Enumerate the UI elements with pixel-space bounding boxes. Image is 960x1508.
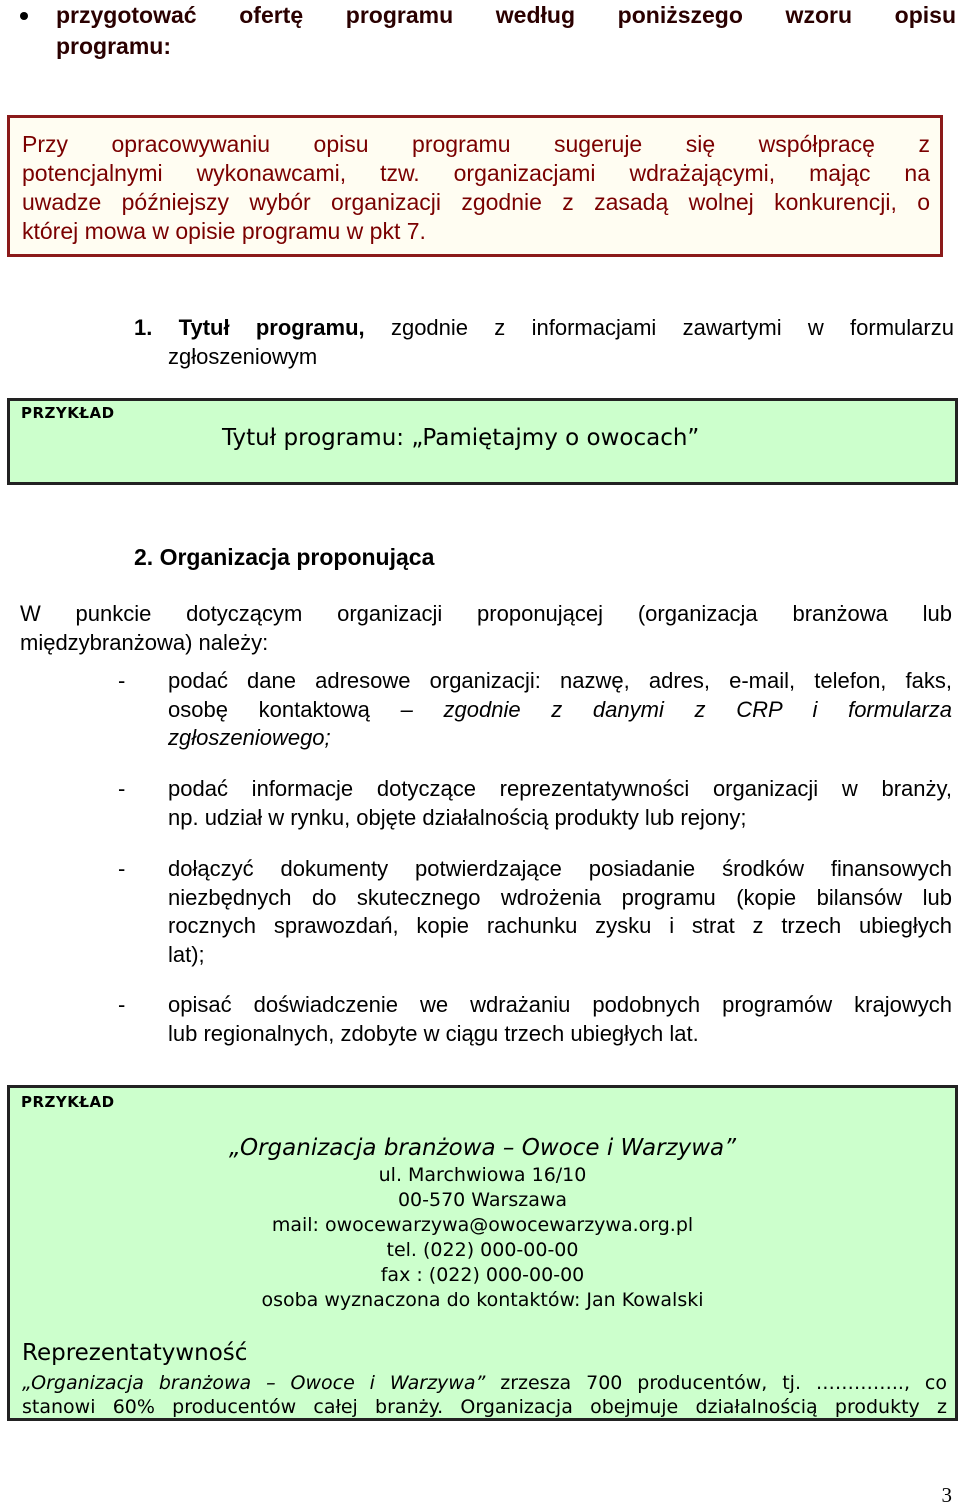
item-3-line-3: rocznych sprawozdań, kopie rachunku zysku i strat z trzech ubiegłych [168,913,952,938]
section-1 [134,313,954,371]
example-box-2 [7,1085,958,1421]
item-4-line-2: lub regionalnych, zdobyte w ciągu trzech ubiegłych lat. [168,1020,699,1046]
org-address: ul. Marchwiowa 16/10 [378,1164,587,1186]
reprez-rest: zrzesza 700 producentów, tj. ………….., co [485,1372,947,1394]
section-2-intro-line-2: międzybranżowa) należy: [20,630,269,655]
intro-line-2: programu: [56,33,171,59]
item-4-line-1: opisać doświadczenie we wdrażaniu podobnych programów krajowych [168,992,952,1017]
dash-marker: - [118,992,126,1017]
org-mail: mail: owocewarzywa@owocewarzywa.org.pl [271,1214,694,1236]
note-line-3: uwadze późniejszy wybór organizacji zgodnie z zasadą wolnej konkurencji, o [22,189,930,215]
org-tel: tel. (022) 000-00-00 [386,1239,579,1261]
section-1-number: 1. [134,315,153,340]
item-1-prefix: osobę kontaktową [168,696,370,722]
example-title: Tytuł programu: „Pamiętajmy o owocach” [222,425,700,451]
org-fax: fax : (022) 000-00-00 [380,1264,585,1286]
section-1-line-1 [134,313,954,342]
item-1-line-2 [168,696,952,725]
note-box [7,115,943,257]
reprez-heading: Reprezentatywność [22,1340,248,1366]
item-3-line-4: lat); [168,941,205,967]
org-name: „Organizacja branżowa – Owoce i Warzywa” [228,1135,737,1161]
section-1-bold: Tytuł programu, [178,315,365,340]
bullet-icon [20,12,28,20]
section-1-rest: zgodnie z informacjami zawartymi w formularzu [390,315,954,340]
note-line-1: Przy opracowywaniu opisu programu sugeruje się współpracę z [22,131,930,157]
section-2-intro [20,599,952,657]
example-label: PRZYKŁAD [21,404,115,422]
intro-line-1: przygotować ofertę programu według poniższego wzoru opisu [56,2,956,28]
item-2-line-1: podać informacje dotyczące reprezentatywności organizacji w branży, [168,776,952,801]
item-3-line-1: dołączyć dokumenty potwierdzające posiadanie środków finansowych [168,856,952,881]
example-label: PRZYKŁAD [21,1093,115,1111]
reprez-line-2: stanowi 60% producentów całej branży. Organizacja obejmuje działalnością produkty z [22,1396,947,1418]
dash-marker: - [118,668,126,693]
section-2-heading: 2. Organizacja proponująca [134,544,435,570]
example-box-1 [7,398,958,485]
list-item [118,775,952,835]
section-1-line-2: zgłoszeniowym [168,344,318,369]
dash-marker: - [118,776,126,801]
note-line-4: której mowa w opisie programu w pkt 7. [22,218,426,244]
page-number: 3 [941,1483,952,1507]
item-1-line-1: podać dane adresowe organizacji: nazwę, adres, e-mail, telefon, faks, [168,668,952,693]
note-line-2: potencjalnymi wykonawcami, tzw. organizacjami wdrażającymi, mając na [22,160,930,186]
item-3-line-2: niezbędnych do skutecznego wdrożenia programu (kopie bilansów lub [168,884,952,910]
list-item [118,667,952,757]
item-1-line-3: zgłoszeniowego; [168,725,331,750]
dash-marker: - [118,856,126,881]
org-city: 00-570 Warszawa [397,1189,568,1211]
reprez-org: „Organizacja branżowa – Owoce i Warzywa” [22,1372,486,1394]
item-1-italic: – zgodnie z danymi z CRP i formularza [369,696,953,722]
item-2-line-2: np. udział w rynku, objęte działalnością produkty lub rejony; [168,804,747,830]
list-item [118,991,952,1051]
reprez-line-1 [22,1372,947,1394]
section-2-intro-line-1: W punkcie dotyczącym organizacji proponującej (organizacja branżowa lub [20,601,952,626]
org-contact: osoba wyznaczona do kontaktów: Jan Kowalski [261,1289,704,1311]
list-item [118,855,952,975]
